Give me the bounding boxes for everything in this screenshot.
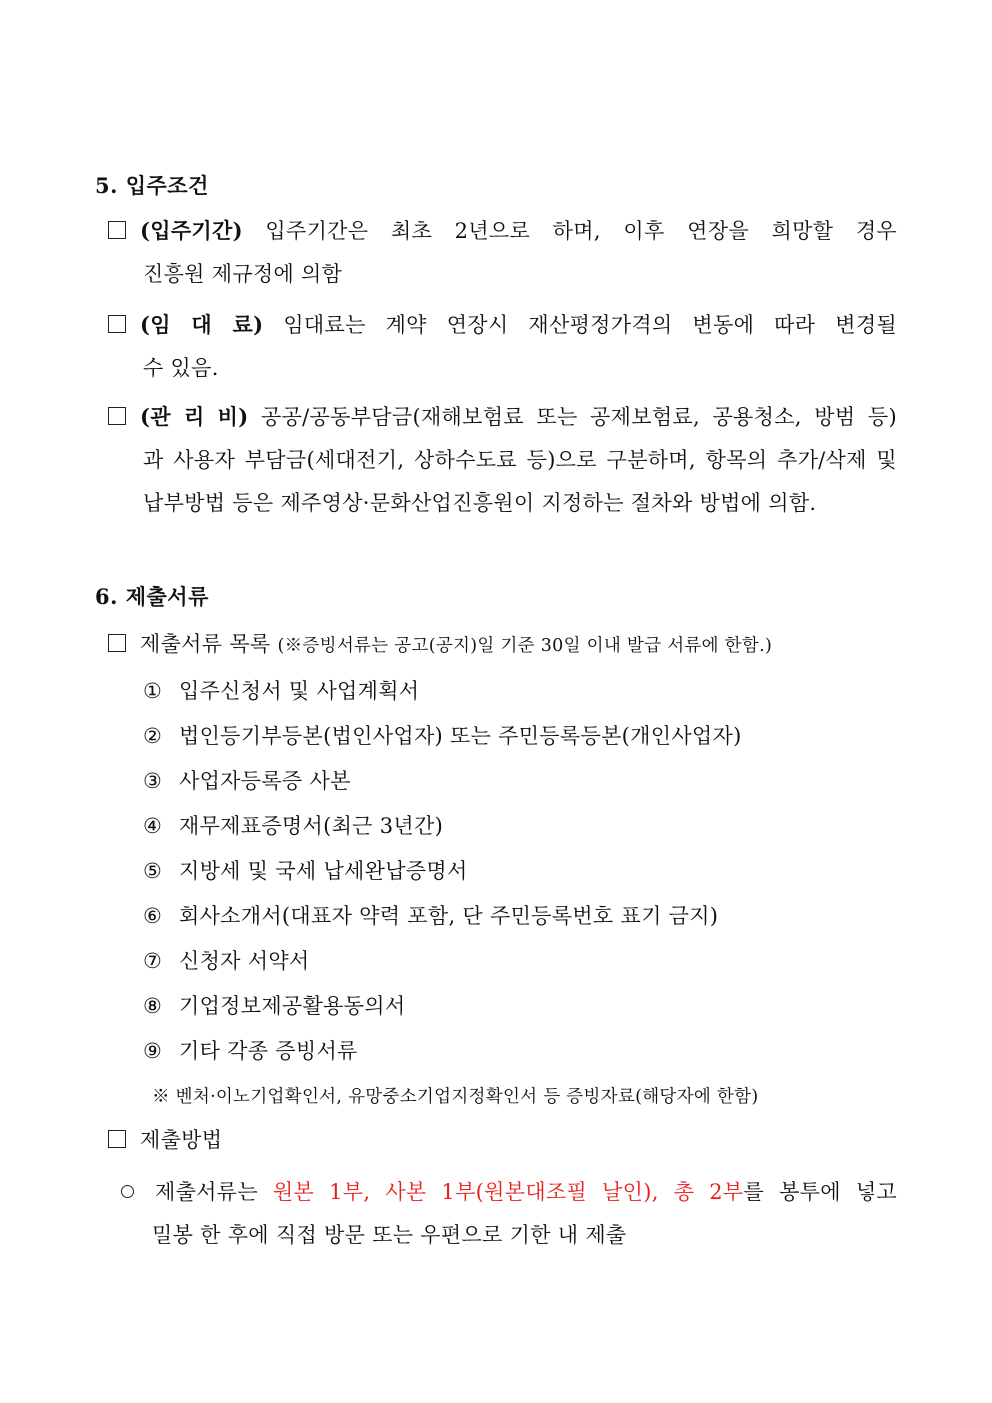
doc-item-4-num: ④	[143, 814, 163, 838]
doc-item-8-text: 기업정보제공활용동의서	[179, 994, 406, 1018]
doc-list-note: (※증빙서류는 공고(공지)일 기준 30일 이내 발급 서류에 한함.)	[277, 636, 773, 656]
doc-item-6-text: 회사소개서(대표자 약력 포함, 단 주민등록번호 표기 금지)	[179, 904, 719, 928]
section-6-heading: 6. 제출서류	[95, 584, 209, 609]
checkbox-rent	[108, 315, 126, 333]
method-red: 원본 1부, 사본 1부(원본대조필 날인), 총 2부	[272, 1180, 744, 1204]
doc-item-5	[143, 855, 468, 885]
extra-note: ※ 벤처·이노기업확인서, 유망중소기업지정확인서 등 증빙자료(해당자에 한함)	[152, 1087, 759, 1107]
fee-line-3: 납부방법 등은 제주영상·문화산업진흥원이 지정하는 절차와 방법에 의함.	[143, 491, 817, 515]
doc-item-2-num: ②	[143, 724, 163, 748]
doc-item-9-num: ⑨	[143, 1039, 163, 1063]
doc-item-5-num: ⑤	[143, 859, 163, 883]
doc-item-1	[143, 675, 419, 705]
doc-item-3-num: ③	[143, 769, 163, 793]
checkbox-term	[108, 221, 126, 239]
doc-list-title: 제출서류 목록	[140, 632, 271, 656]
doc-item-7-text: 신청자 서약서	[179, 949, 310, 973]
doc-item-4-text: 재무제표증명서(최근 3년간)	[179, 814, 444, 838]
method-line-1	[155, 1176, 897, 1206]
fee-line-1	[140, 401, 897, 431]
doc-item-5-text: 지방세 및 국세 납세완납증명서	[179, 859, 468, 883]
doc-item-7	[143, 945, 310, 975]
bullet-circle-icon	[121, 1185, 134, 1198]
rent-label: (임 대 료)	[140, 312, 264, 337]
doc-item-3	[143, 765, 351, 795]
doc-item-9	[143, 1035, 358, 1065]
checkbox-fee	[108, 407, 126, 425]
term-text-1: 입주기간은 최초 2년으로 하며, 이후 연장을 희망할 경우	[265, 219, 897, 243]
doc-item-1-text: 입주신청서 및 사업계획서	[179, 679, 420, 703]
method-line-2: 밀봉 한 후에 직접 방문 또는 우편으로 기한 내 제출	[152, 1223, 627, 1247]
fee-text-1: 공공/공동부담금(재해보험료 또는 공제보험료, 공용청소, 방범 등)	[261, 405, 898, 429]
doc-item-3-text: 사업자등록증 사본	[179, 769, 351, 793]
doc-item-1-num: ①	[143, 679, 163, 703]
term-label: (입주기간)	[140, 218, 243, 243]
doc-item-6-num: ⑥	[143, 904, 163, 928]
method-post: 를 봉투에 넣고	[743, 1180, 897, 1204]
term-line-2: 진흥원 제규정에 의함	[143, 262, 343, 286]
doc-item-2-text: 법인등기부등본(법인사업자) 또는 주민등록등본(개인사업자)	[179, 724, 742, 748]
doc-item-8	[143, 990, 405, 1020]
checkbox-method	[108, 1130, 126, 1148]
doc-list-title-line	[140, 628, 772, 658]
section-5-heading: 5. 입주조건	[95, 173, 209, 198]
rent-line-1	[140, 309, 897, 339]
doc-item-6	[143, 900, 718, 930]
doc-item-2	[143, 720, 742, 750]
doc-item-8-num: ⑧	[143, 994, 163, 1018]
rent-text-1: 임대료는 계약 연장시 재산평정가격의 변동에 따라 변경될	[283, 313, 897, 337]
fee-label: (관 리 비)	[140, 404, 249, 429]
fee-line-2: 과 사용자 부담금(세대전기, 상하수도료 등)으로 구분하며, 항목의 추가/삭제 및	[143, 448, 897, 472]
checkbox-doc-list	[108, 634, 126, 652]
term-line-1	[140, 215, 897, 245]
method-pre: 제출서류는	[155, 1180, 258, 1204]
doc-item-9-text: 기타 각종 증빙서류	[179, 1039, 358, 1063]
doc-item-7-num: ⑦	[143, 949, 163, 973]
method-title: 제출방법	[140, 1128, 223, 1152]
rent-line-2: 수 있음.	[143, 356, 219, 380]
doc-item-4	[143, 810, 443, 840]
